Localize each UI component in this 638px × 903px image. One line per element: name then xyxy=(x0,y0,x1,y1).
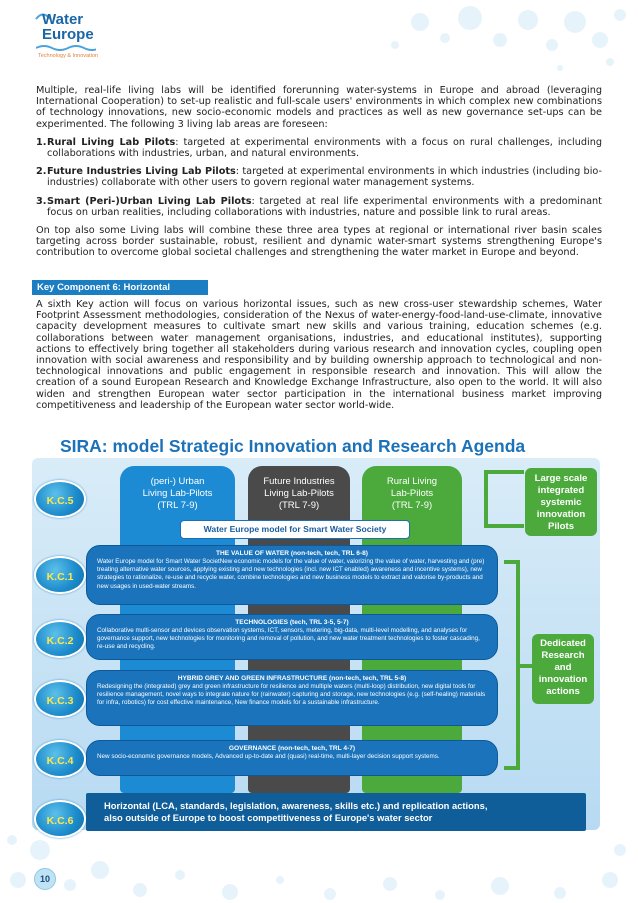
intro-section xyxy=(36,85,602,266)
logo-tagline: Technology & Innovation xyxy=(38,53,98,59)
component-description: Redesigning the (integrated) grey and green infrastructure for resilience and multiple waters (multi-loop) distribution, new digital tools for resilience management, novel ways to integrate nature for (rainwater) capturing and storage, new technologies (e.g. (self-healing) materials for infra, robotics) for cost effective maintenance, New finance models for a sustainable infrastructure. xyxy=(97,683,486,707)
horizontal-line-1: Horizontal (LCA, standards, legislation, awareness, skills etc.) and replication actions, xyxy=(104,800,488,811)
lab-label-line: Lab-Pilots xyxy=(390,488,434,499)
bracket-vertical-top xyxy=(484,470,488,528)
list-number: 2. xyxy=(36,166,47,178)
key-component-6-paragraph: A sixth Key action will focus on various horizontal issues, such as new cross-user stewardship schemes, Water Footprint Assessment methodologies, consideration of the Nexus of water-energy-food-land-use-climate, innovative capacity development measures to cultivate smart new skills and various training, education schemes (e.g. collaborations between water management organisations, industries, and educational institutes), supporting actions to effectively bring together all stakeholders during various research and innovation cycles, coupling open innovation with social awareness and responsibility and by building ownership approach to technological and non-technological innovations and public engagement in responsible research and innovation. This will allow the creation of a sound European Research and Knowledge Exchange Infrastructure, also open to the world. It will also widen and strengthen European water sector participation in the international business market improving competitiveness and leadership of the European water sector world-wide. xyxy=(36,299,602,411)
wave-icon xyxy=(36,44,96,52)
water-europe-logo xyxy=(34,10,104,68)
side-label-line: integrated xyxy=(537,485,585,496)
bracket-top-tick xyxy=(504,560,520,564)
bracket-middle-tick xyxy=(516,664,532,668)
list-number: 1. xyxy=(36,136,47,148)
list-item-text: : targeted at experimental environments with a focus on rural challenges, including collaborations with industries, urban, and natural environments. xyxy=(47,136,602,160)
horizontal-actions-bar xyxy=(86,793,586,831)
list-item-future-industries xyxy=(36,166,602,188)
lab-label-line: (TRL 7-9) xyxy=(391,500,433,511)
component-description: Collaborative multi-sensor and devices observation systems, ICT, sensors, metering, big-data, multi-level modelling, and analyses for governance support, new technologies for monitoring and removal of pollution, and new water treatment technologies to foster cascading, re-use and recycling. xyxy=(97,627,480,651)
lab-label-line: (TRL 7-9) xyxy=(278,500,320,511)
list-item-urban xyxy=(36,196,602,218)
combined-labs-paragraph: On top also some Living labs will combine these three area types at regional or international river basin scales targeting across border sustainable, robust, resilient and dynamic water-smart systems strengthening Europe's contribution to overcome global societal challenges and strengthening the water market in Europe and beyond. xyxy=(36,225,602,259)
side-label-line: innovation xyxy=(538,674,588,685)
list-item-text: : targeted at experimental environments in which industries (including bio-industries) collaborate with other users to govern regional water management systems. xyxy=(47,166,602,189)
list-item-text: : targeted at real life experimental environments with a predominant focus on urban realities, including collaborations with industries, nature and possible link to rural areas. xyxy=(47,195,602,218)
large-scale-pilots-box xyxy=(525,468,597,536)
lab-label-line: Living Lab-Pilots xyxy=(264,488,334,499)
kc4-badge: K.C.4 xyxy=(34,740,86,778)
side-label-line: systemic xyxy=(540,497,582,508)
side-label-line: innovation xyxy=(536,509,586,520)
side-label-line: Dedicated xyxy=(540,638,586,649)
governance-box xyxy=(86,740,498,776)
list-item-title: Rural Living Lab Pilots xyxy=(47,136,176,148)
bracket-horizontal-top xyxy=(484,470,524,474)
side-label-line: Research xyxy=(541,650,585,661)
value-of-water-box xyxy=(86,545,498,605)
lab-label-line: Rural Living xyxy=(386,476,438,487)
list-item-title: Smart (Peri-)Urban Living Lab Pilots xyxy=(47,195,252,207)
technologies-box xyxy=(86,614,498,660)
kc6-badge: K.C.6 xyxy=(34,800,86,838)
water-europe-model-label: Water Europe model for Smart Water Society xyxy=(180,520,410,539)
component-description: Water Europe model for Smart Water SocietNew economic models for the value of water, valorizing the value of water, harvesting and (pre) treating alternative water sources, applying existing and new technologies (incl. new ICT enabled) awareness and incentive systems), new strategies to rationalize, re-use and recycle water, combine technologies and new business models to extract and valorise by-products and new usages in used-water streams. xyxy=(97,558,485,590)
bracket-bottom-tick xyxy=(504,766,520,770)
lab-label-line: (TRL 7-9) xyxy=(157,500,198,511)
logo-word-europe: Europe xyxy=(42,26,94,43)
list-number: 3. xyxy=(36,195,47,207)
component-title: THE VALUE OF WATER (non-tech, tech, TRL 6-8) xyxy=(215,550,369,557)
hybrid-infrastructure-box xyxy=(86,670,498,726)
key-component-6-heading: Key Component 6: Horizontal xyxy=(32,280,208,295)
kc3-badge: K.C.3 xyxy=(34,680,86,718)
component-title: HYBRID GREY AND GREEN INFRASTRUCTURE (non-tech, tech, TRL 5-8) xyxy=(177,675,407,682)
kc5-badge: K.C.5 xyxy=(34,480,86,518)
page-number: 10 xyxy=(34,868,56,890)
intro-paragraph: Multiple, real-life living labs will be identified forerunning water-systems in Europe and abroad (leveraging International Cooperation) to set-up realistic and full-scale users' environments in which complex new combinations of technology innovations, new socio-economic models and practices as well as new governance set-ups can be experimented. The following 3 living lab areas are foreseen: xyxy=(36,85,602,130)
kc2-badge: K.C.2 xyxy=(34,620,86,658)
lab-label-line: (peri-) Urban xyxy=(150,476,205,487)
side-label-line: Large scale xyxy=(534,473,588,484)
logo-word-water: Water xyxy=(42,11,84,28)
component-title: GOVERNANCE (non-tech, tech, TRL 4-7) xyxy=(228,745,356,752)
kc1-badge: K.C.1 xyxy=(34,556,86,594)
horizontal-line-2: also outside of Europe to boost competitiveness of Europe's water sector xyxy=(104,812,433,823)
lab-label-line: Living Lab-Pilots xyxy=(142,488,213,499)
lab-label-line: Future Industries xyxy=(263,476,335,487)
dedicated-research-actions-box xyxy=(532,634,594,704)
component-title: TECHNOLOGIES (tech, TRL 3-5, 5-7) xyxy=(235,619,349,626)
list-item-title: Future Industries Living Lab Pilots xyxy=(47,166,236,178)
side-label-line: actions xyxy=(546,686,580,697)
diagram-title: SIRA: model Strategic Innovation and Research Agenda xyxy=(60,436,526,456)
bracket-horizontal-bottom xyxy=(484,524,524,528)
component-description: New socio-economic governance models, Advanced up-to-date and (quasi) real-time, multi-layer decision support systems. xyxy=(97,753,440,760)
side-label-line: Pilots xyxy=(547,521,575,532)
side-label-line: and xyxy=(554,662,572,673)
list-item-rural xyxy=(36,137,602,159)
